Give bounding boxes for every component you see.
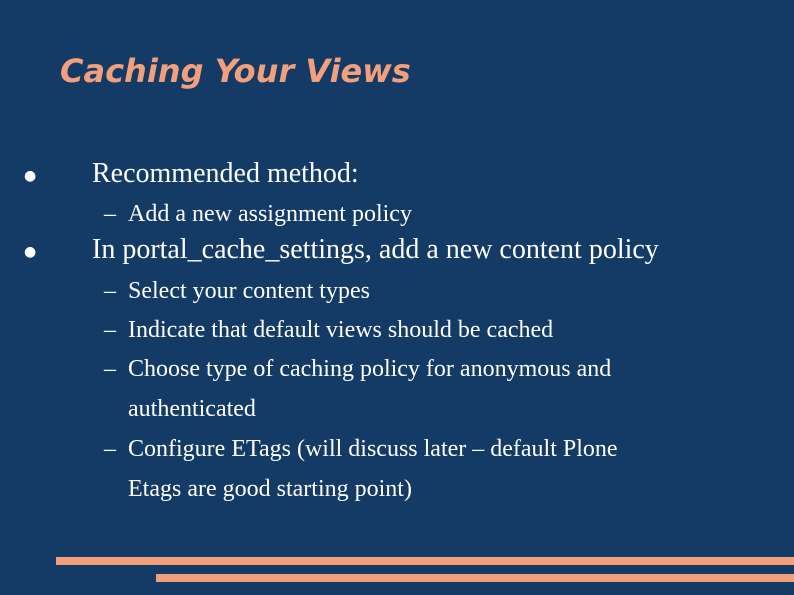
bullet-icon: ● [24,244,37,260]
bullet-item [0,160,794,200]
sub-bullet-item [0,318,794,358]
sub-bullet-continuation [0,477,794,517]
bullet-text: Recommended method: [92,158,359,189]
sub-bullet-text: Select your content types [128,278,370,304]
sub-bullet-text: authenticated [128,396,256,422]
bullet-text: In portal_cache_settings, add a new content policy [92,234,659,265]
sub-bullet-item [0,437,794,477]
dash-icon: – [104,356,116,382]
dash-icon: – [104,278,116,304]
dash-icon: – [104,317,116,343]
sub-bullet-continuation [0,397,794,437]
sub-bullet-text: Indicate that default views should be cached [128,317,554,343]
sub-bullet-text: Choose type of caching policy for anonymous and [128,356,612,382]
slide-title: Caching Your Views [60,52,411,90]
sub-bullet-text: Configure ETags (will discuss later – default Plone [128,436,618,462]
bullet-item [0,236,794,276]
dash-icon: – [104,201,116,227]
sub-bullet-text: Add a new assignment policy [128,201,412,227]
decorative-bar-top [56,557,794,565]
sub-bullet-text: Etags are good starting point) [128,476,412,502]
bullet-icon: ● [24,168,37,184]
sub-bullet-item [0,357,794,397]
dash-icon: – [104,436,116,462]
decorative-bar-bottom [156,574,794,582]
sub-bullet-item [0,279,794,319]
